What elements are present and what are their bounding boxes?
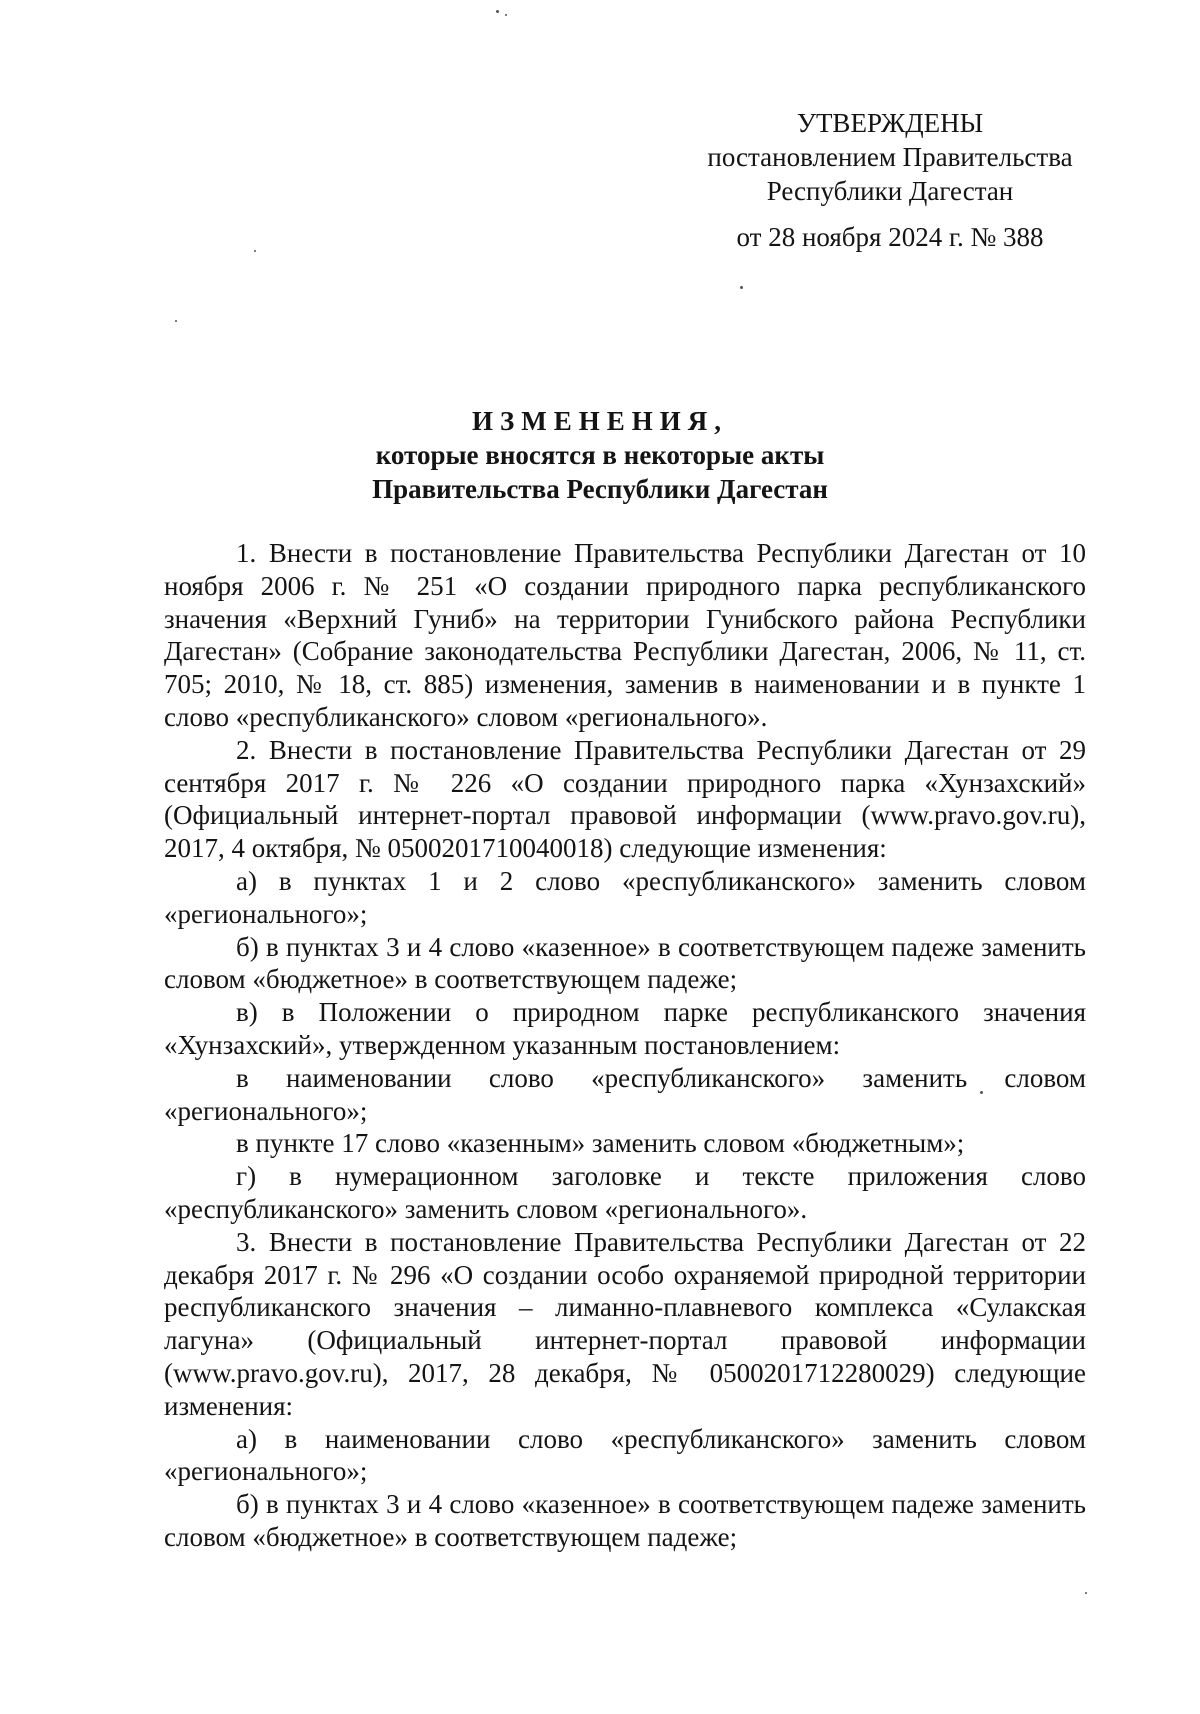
document-title [0, 404, 1200, 506]
paragraph-1: 1. Внести в постановление Правительства Республики Дагестан от 10 ноября 2006 г. № 251 «О создании природного парка республиканского значения «Верхний Гуниб» на территории Гунибского района Республики Дагестан» (Собрание законодательства Республики Дагестан, 2006, № 11, ст. 705; 2010, № 18, ст. 885) изменения, заменив в наименовании и в пункте 1 слово «республиканского» словом «регионального». [164, 538, 1086, 732]
paragraph-2: 2. Внести в постановление Правительства Республики Дагестан от 29 сентября 2017 г. № 226 «О создании природного парка «Хунзахский» (Официальный интернет-портал правовой информации (www.pravo.gov.ru), 2017, 4 октября, № 0500201710040018) следующие изменения: [164, 734, 1086, 864]
paragraph-3a: а) в наименовании слово «республиканского» заменить словом «регионального»; [164, 1423, 1086, 1487]
title-main: ИЗМЕНЕНИЯ, [471, 406, 728, 436]
paragraph-2a: а) в пунктах 1 и 2 слово «республиканского» заменить словом «регионального»; [164, 865, 1086, 929]
approval-region: Республики Дагестан [766, 176, 1014, 206]
approval-stamp [680, 106, 1100, 254]
approval-issuer: постановлением Правительства [707, 142, 1073, 172]
paragraph-2b: б) в пунктах 3 и 4 слово «казенное» в соответствующем падеже заменить словом «бюджетное» в соответствующем падеже; [164, 931, 1086, 995]
paragraph-3: 3. Внести в постановление Правительства Республики Дагестан от 22 декабря 2017 г. № 296 «О создании особо охраняемой природной территории республиканского значения – лиманно-плавневого комплекса «Сулакская лагуна» (Официальный интернет-портал правовой информации (www.pravo.gov.ru), 2017, 28 декабря, № 0500201712280029) следующие изменения: [164, 1226, 1086, 1421]
title-subtitle-line2: Правительства Республики Дагестан [372, 474, 828, 504]
paragraph-2v-item1: в наименовании слово «республиканского» заменить словом «регионального»; [164, 1062, 1086, 1126]
scan-speck [505, 14, 507, 16]
paragraph-2v: в) в Положении о природном парке республиканского значения «Хунзахский», утвержденном указанным постановлением: [164, 997, 1086, 1060]
paragraph-2v-item2: в пункте 17 слово «казенным» заменить словом «бюджетным»; [236, 1128, 965, 1159]
scan-speck [740, 286, 743, 289]
scan-speck [1085, 1592, 1087, 1594]
approval-heading: УТВЕРЖДЕНЫ [796, 108, 984, 138]
scan-speck [254, 250, 256, 252]
title-subtitle-line1: которые вносятся в некоторые акты [375, 440, 825, 470]
paragraph-2g: г) в нумерационном заголовке и тексте приложения слово «республиканского» заменить словом «регионального». [164, 1161, 1086, 1224]
paragraph-3b: б) в пунктах 3 и 4 слово «казенное» в соответствующем падеже заменить словом «бюджетное» в соответствующем падеже; [164, 1489, 1086, 1552]
scan-speck [175, 320, 177, 322]
scan-speck [496, 10, 499, 13]
approval-date-number: от 28 ноября 2024 г. № 388 [736, 222, 1044, 252]
document-body [164, 537, 1086, 1554]
